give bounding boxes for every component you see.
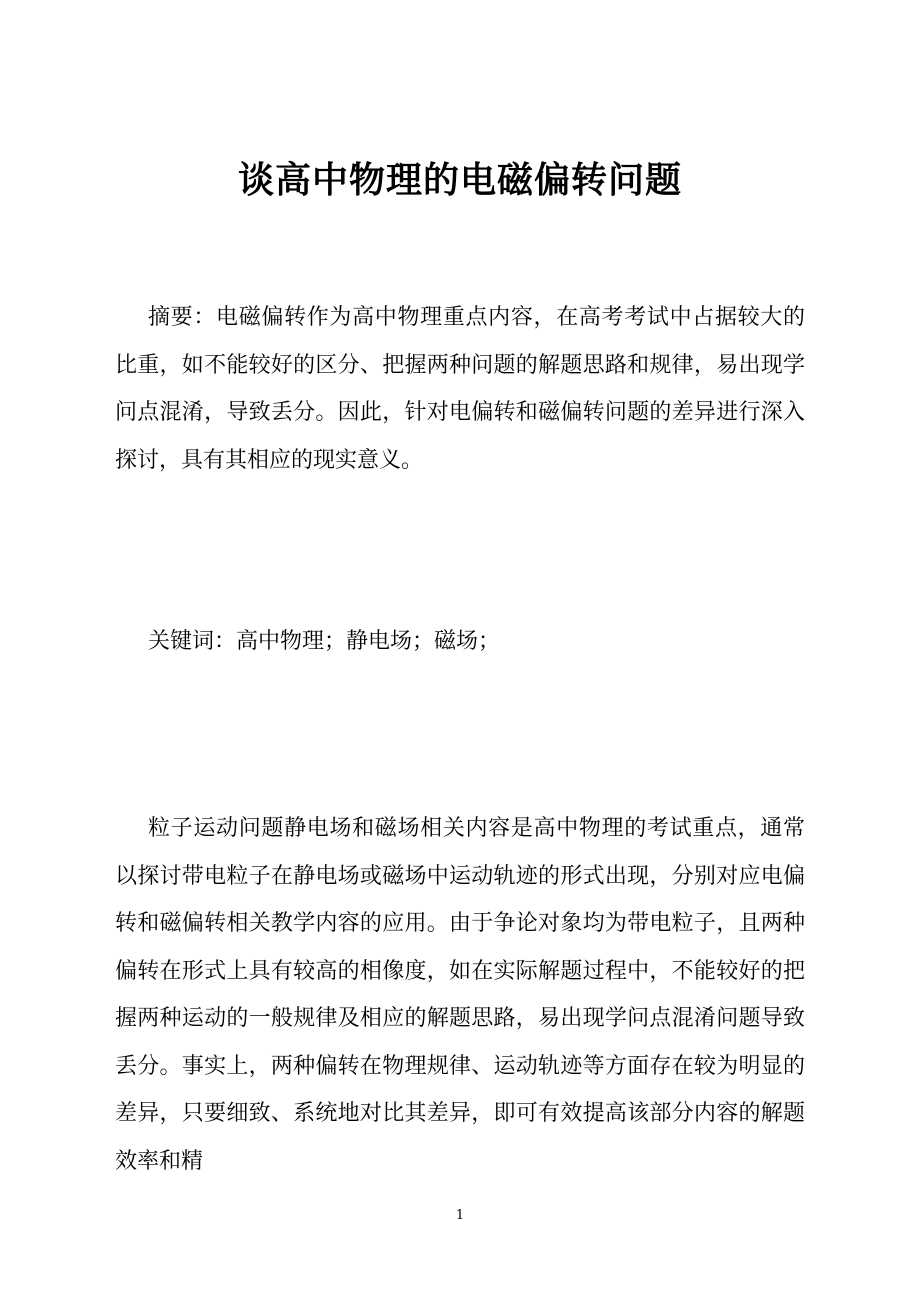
- page-number: 1: [455, 1208, 465, 1223]
- body-paragraph: 粒子运动问题静电场和磁场相关内容是高中物理的考试重点，通常以探讨带电粒子在静电场或磁场中运动轨迹的形式出现，分别对应电偏转和磁偏转相关教学内容的应用。由于争论对象均为带电粒子，且两种偏转在形式上具有较高的相像度，如在实际解题过程中，不能较好的把握两种运动的一般规律及相应的解题思路，易出现学问点混淆问题导致丢分。事实上，两种偏转在物理规律、运动轨迹等方面存在较为明显的差异，只要细致、系统地对比其差异，即可有效提高该部分内容的解题效率和精: [115, 816, 805, 1174]
- document-title: 谈高中物理的电磁偏转问题: [237, 159, 682, 201]
- keywords-line: 关键词：高中物理；静电场；磁场；: [148, 629, 501, 654]
- abstract-paragraph: 摘要：电磁偏转作为高中物理重点内容，在高考考试中占据较大的比重，如不能较好的区分、把握两种问题的解题思路和规律，易出现学问点混淆，导致丢分。因此，针对电偏转和磁偏转问题的差异进行深入探讨，具有其相应的现实意义。: [115, 305, 805, 473]
